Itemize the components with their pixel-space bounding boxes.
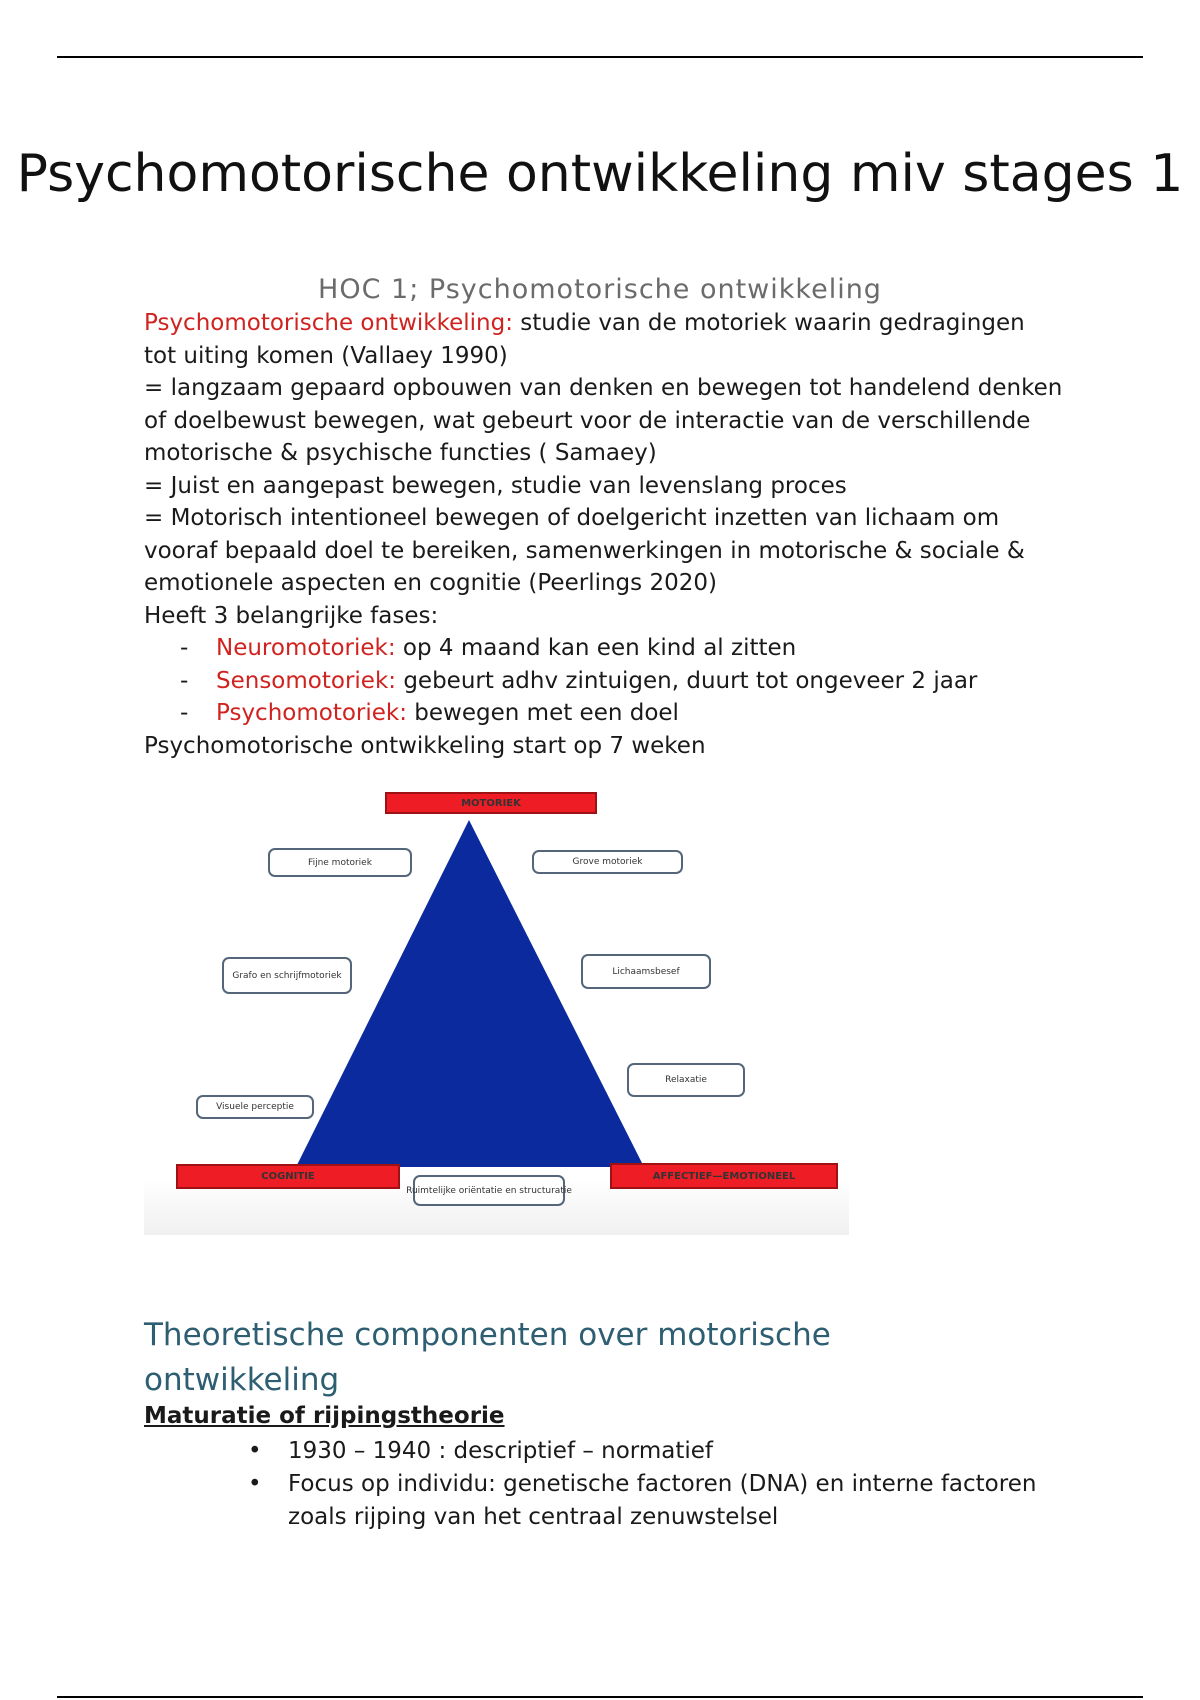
intro-line-4: = Motorisch intentioneel bewegen of doelgericht inzetten van lichaam om vooraf bepaald doel te bereiken, samenwerkingen in motorische & sociale & emotionele aspecten en cognitie (Peerlings 2020) xyxy=(144,505,1025,596)
page-subtitle: HOC 1; Psychomotorische ontwikkeling xyxy=(318,274,882,305)
page-title: Psychomotorische ontwikkeling miv stages 1 xyxy=(16,144,1184,204)
grove-motoriek-label: Grove motoriek xyxy=(532,850,683,874)
bullet-dot: • xyxy=(248,1471,262,1497)
dash-bullet: - xyxy=(180,635,189,661)
phase-term: Psychomotoriek: xyxy=(216,700,407,726)
cognitie-bar: COGNITIE xyxy=(176,1164,400,1189)
phase-term: Sensomotoriek: xyxy=(216,667,397,694)
intro-line-2: = langzaam gepaard opbouwen van denken en bewegen tot handelend denken of doelbewust bewegen, wat gebeurt voor de interactie van de verschillende motorische & psychische functies ( Samaey) xyxy=(144,375,1063,466)
affectief-emotioneel-bar: AFFECTIEF—EMOTIONEEL xyxy=(610,1163,838,1189)
list-item xyxy=(144,665,1064,698)
phases-list xyxy=(144,632,1064,730)
motoriek-diagram xyxy=(144,765,849,1235)
visuele-perceptie-label: Visuele perceptie xyxy=(196,1095,314,1119)
maturatie-list xyxy=(144,1435,1044,1534)
intro-definition xyxy=(144,307,1064,372)
intro-definition-text: studie van de motoriek waarin gedragingen tot uiting komen (Vallaey 1990) xyxy=(144,310,1025,369)
relaxatie-label: Relaxatie xyxy=(627,1063,745,1097)
section-subheading: Maturatie of rijpingstheorie xyxy=(144,1403,505,1429)
phases-intro: Heeft 3 belangrijke fases: xyxy=(144,602,439,629)
motoriek-bar: MOTORIEK xyxy=(385,792,597,814)
list-item-text: Focus op individu: genetische factoren (DNA) en interne factoren zoals rijping van het centraal zenuwstelsel xyxy=(288,1471,1037,1530)
phase-text: bewegen met een doel xyxy=(407,700,679,726)
phase-term: Neuromotoriek: xyxy=(216,635,396,661)
section-heading: Theoretische componenten over motorische ontwikkeling xyxy=(144,1317,831,1398)
list-item-text: 1930 – 1940 : descriptief – normatief xyxy=(288,1438,714,1464)
list-item xyxy=(144,632,1064,665)
bottom-rule xyxy=(57,1696,1143,1698)
grafo-schrijfmotoriek-label: Grafo en schrijfmotoriek xyxy=(222,957,352,994)
phase-text: op 4 maand kan een kind al zitten xyxy=(395,635,797,661)
intro-term: Psychomotorische ontwikkeling: xyxy=(144,310,513,336)
dash-bullet: - xyxy=(180,667,189,694)
lichaamsbesef-label: Lichaamsbesef xyxy=(581,954,711,989)
ruimtelijke-orientatie-label: Ruimtelijke oriëntatie en structuratie xyxy=(413,1175,565,1206)
dash-bullet: - xyxy=(180,700,189,726)
top-rule xyxy=(57,56,1143,58)
list-item xyxy=(144,697,1064,730)
phase-text: gebeurt adhv zintuigen, duurt tot ongeveer 2 jaar xyxy=(396,667,978,694)
fijne-motoriek-label: Fijne motoriek xyxy=(268,848,412,877)
bullet-dot: • xyxy=(248,1438,262,1464)
intro-line-3: = Juist en aangepast bewegen, studie van levenslang proces xyxy=(144,472,847,499)
intro-closing: Psychomotorische ontwikkeling start op 7 weken xyxy=(144,732,706,759)
list-item xyxy=(144,1435,1044,1468)
list-item xyxy=(144,1468,1044,1534)
intro-text xyxy=(144,307,1064,762)
